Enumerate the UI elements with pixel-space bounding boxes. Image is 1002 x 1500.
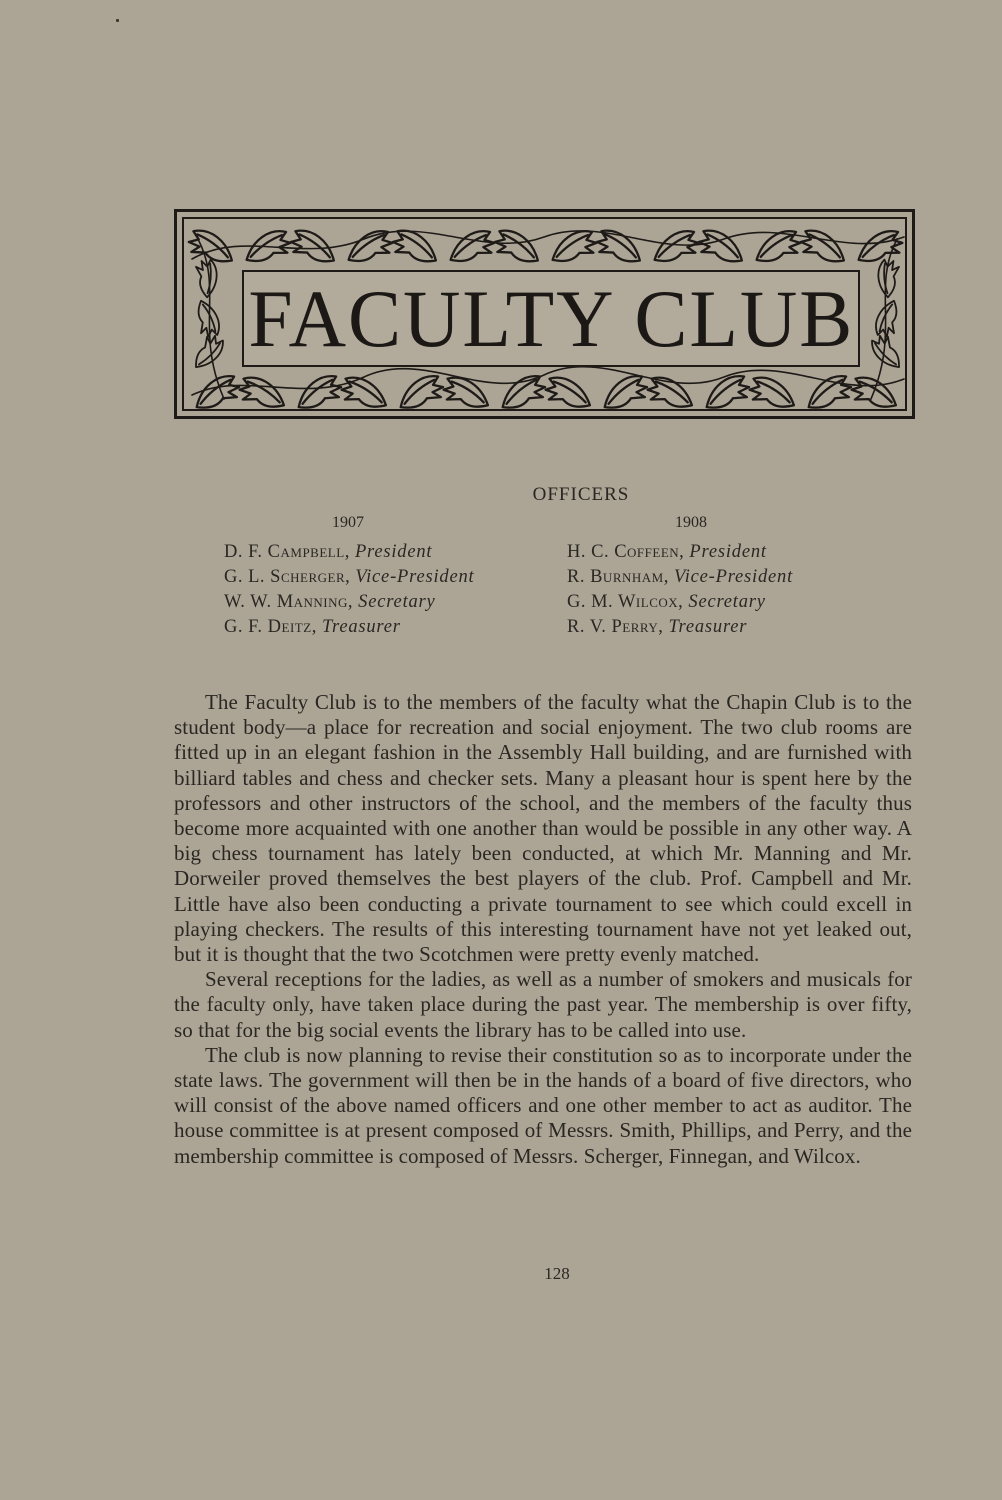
leaf-motif — [345, 229, 395, 263]
officer-name: R. Burnham — [567, 567, 664, 587]
officers-year: 1908 — [675, 514, 707, 531]
officer-name: R. V. Perry — [567, 617, 659, 637]
officer-entry: W. W. Manning, Secretary — [224, 592, 436, 612]
leaf-motif — [594, 229, 644, 264]
faculty-club-banner — [174, 209, 915, 419]
leaf-motif — [696, 229, 746, 264]
officer-name: W. W. Manning — [224, 592, 348, 612]
leaf-motif — [651, 229, 701, 263]
leaf-motif — [871, 257, 903, 298]
officers-column-1907 — [224, 514, 474, 640]
officer-entry: D. F. Campbell, President — [224, 542, 433, 562]
officer-role: Vice-President — [355, 567, 475, 587]
leaf-motif — [192, 257, 224, 298]
officer-role: Secretary — [688, 592, 766, 612]
officer-entry: G. M. Wilcox, Secretary — [567, 592, 766, 612]
officer-name: G. L. Scherger — [224, 567, 346, 587]
officer-role: Secretary — [358, 592, 436, 612]
page-number: 128 — [544, 1264, 570, 1283]
leaf-motif — [748, 376, 797, 408]
paper-speck — [116, 19, 119, 22]
leaf-motif — [288, 229, 338, 264]
leaf-motif — [293, 374, 344, 411]
leaf-motif — [544, 376, 593, 408]
leaf-motif — [447, 229, 497, 263]
officer-entry: R. Burnham, Vice-President — [567, 567, 794, 587]
leaf-motif — [798, 229, 848, 264]
leaf-motif — [855, 229, 905, 263]
officer-name: G. M. Wilcox — [567, 592, 679, 612]
officers-heading: OFFICERS — [532, 484, 630, 505]
officer-role: Treasurer — [321, 617, 401, 637]
leaf-motif — [599, 374, 650, 411]
officer-role: Treasurer — [668, 617, 748, 637]
officer-entry: H. C. Coffeen, President — [567, 542, 767, 562]
officer-entry: R. V. Perry, Treasurer — [567, 617, 748, 637]
body-paragraph: The club is now planning to revise their constitution so as to incorporate under the state laws. The government will then be in the hands of a board of five directors, who will consist of the above named officers and one other member to act as auditor. The house committee is at present composed of Messrs. Smith, Phillips, and Perry, and the membership committee is composed of Messrs. Scherger, Finnegan, and Wilcox. — [174, 1042, 912, 1168]
leaf-motif — [395, 374, 446, 411]
leaf-motif — [549, 229, 599, 263]
officers-column-1908 — [567, 514, 793, 640]
leaf-motif — [497, 374, 548, 411]
leaf-motif — [340, 376, 389, 408]
officer-role: President — [689, 542, 767, 562]
page-title: FACULTY CLUB — [248, 272, 854, 364]
officer-entry: G. F. Deitz, Treasurer — [224, 617, 401, 637]
officer-role: President — [354, 542, 433, 562]
officers-year: 1907 — [332, 514, 364, 531]
leaf-motif — [238, 376, 287, 408]
officer-name: D. F. Campbell — [224, 542, 345, 562]
banner-ornamental-border — [182, 217, 907, 411]
officer-name: G. F. Deitz — [224, 617, 312, 637]
officer-entry: G. L. Scherger, Vice-President — [224, 567, 475, 587]
body-text — [174, 690, 912, 1169]
body-paragraph: The Faculty Club is to the members of the faculty what the Chapin Club is to the student body—a place for recreation and social enjoyment. The two club rooms are fitted up in an elegant fashion in the Assembly Hall building, and are furnished with billiard tables and chess and checker sets. Many a pleasant hour is spent here by the professors and other instructors of the school, and the members of the faculty thus become more acquainted with one another than would be possible in any other way. A big chess tournament has lately been conducted, at which Mr. Manning and Mr. Dorweiler proved themselves the best players of the club. Prof. Campbell and Mr. Little have also been conducting a private tournament to see which could excell in playing checkers. The results of this interesting tournament have not yet leaked out, but it is thought that the two Scotchmen were pretty evenly matched. — [174, 690, 912, 967]
officer-name: H. C. Coffeen — [567, 542, 680, 562]
body-paragraph: Several receptions for the ladies, as well as a number of smokers and musicals for the faculty only, have taken place during the past year. The membership is over fifty, so that for the big social events the library has to be called into use. — [174, 967, 912, 1042]
leaf-motif — [646, 376, 695, 408]
leaf-motif — [492, 229, 542, 264]
officer-role: Vice-President — [673, 567, 794, 587]
title-box — [242, 270, 860, 367]
leaf-motif — [803, 374, 854, 411]
leaf-motif — [701, 374, 752, 411]
